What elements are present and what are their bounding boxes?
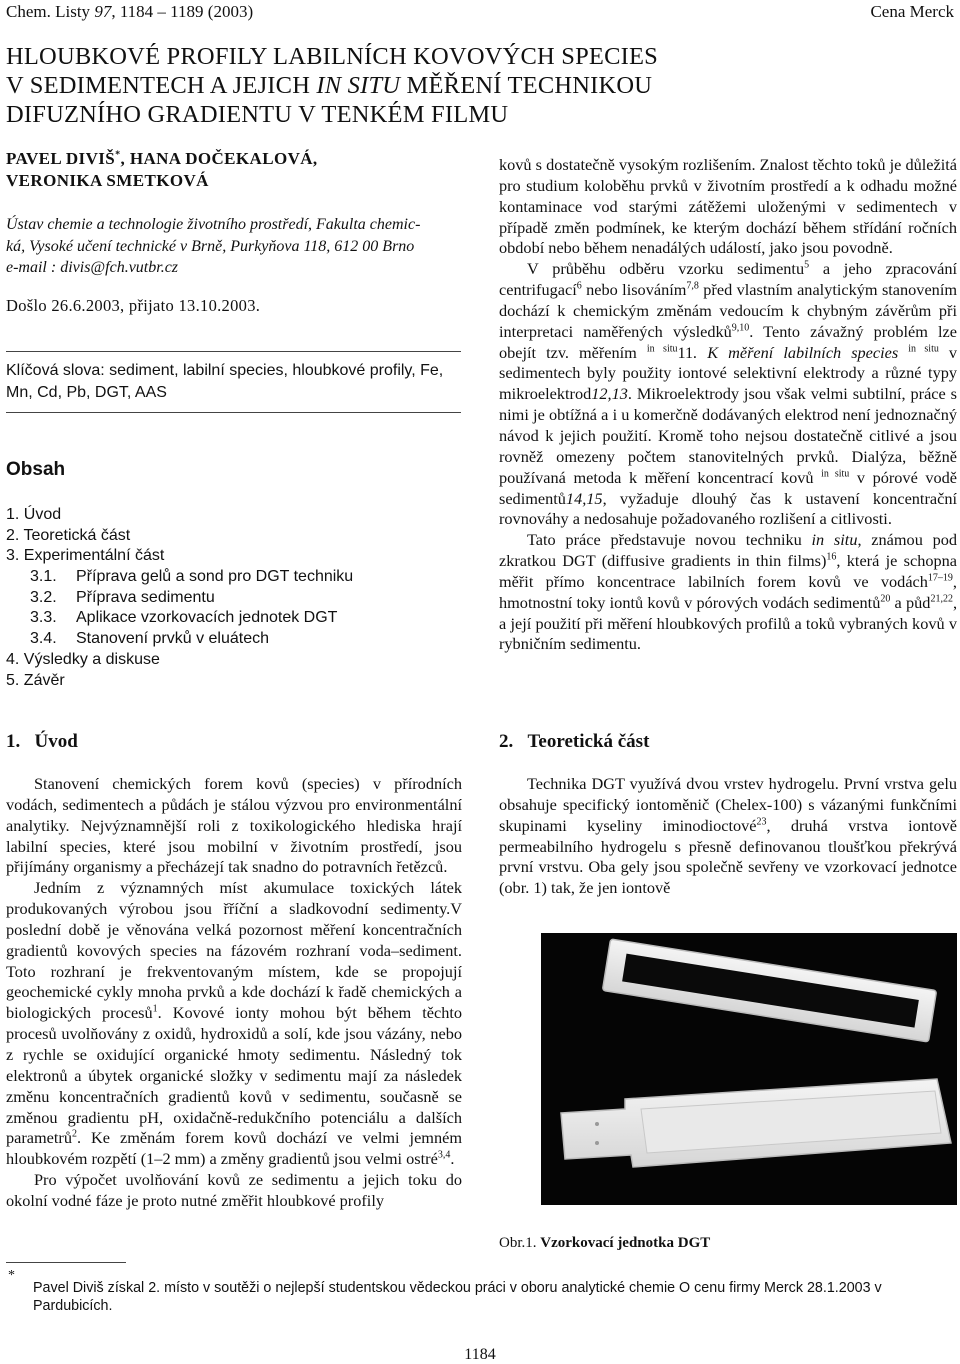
footnote-text: Pavel Diviš získal 2. místo v soutěži o nejlepší studentskou vědeckou práci v oboru analytické chemie O cenu firmy Merck 28.1.2003 v Pardubicích. (33, 1280, 882, 1314)
affiliation: Ústav chemie a technologie životního prostředí, Fakulta chemic- ká, Vysoké učení technické v Brně, Purkyňova 118, 612 00 Brno e-mail : divis@fch.vutbr.cz (6, 214, 461, 279)
section-body-uvod (6, 774, 462, 1212)
received-date: Došlo 26.6.2003, přijato 13.10.2003. (6, 296, 261, 315)
section-body-teoreticka-cast (499, 774, 957, 899)
email-address: e-mail : divis@fch.vutbr.cz (6, 259, 179, 276)
toc-item: 2. Teoretická část (6, 526, 131, 544)
page-number: 1184 (464, 1346, 496, 1363)
author-footnote-mark: * (115, 149, 121, 161)
paragraph: Tato práce představuje novou techniku in situ, známou pod zkratkou DGT (diffusive gradients in thin films)$^{16}$, která je schopna měřit přímo koncentrace labilních forem kovů ve vodách$^{17-19}$, hmotnostní toky iontů kovů v pórových vodách sedimentů$^{20}$ a půd$^{21,22}$, a její použití při měření hloubkových profilů a toků vybraných kovů v rybničním sedimentu. (499, 530, 958, 654)
dgt-sampling-unit-image (541, 933, 957, 1205)
section-heading-uvod: 1. Úvod (6, 731, 78, 752)
intro-right-column (499, 155, 957, 655)
author-divis: PAVEL DIVIŠ (6, 149, 116, 168)
running-header-award: Cena Merck (870, 2, 954, 21)
toc-item: 3. Experimentální část (6, 547, 165, 565)
section-heading-teoreticka-cast: 2. Teoretická část (499, 731, 650, 752)
author-smetkova: VERONIKA SMETKOVÁ (6, 171, 209, 190)
title-line-3: DIFUZNÍHO GRADIENTU V TENKÉM FILMU (6, 101, 509, 128)
table-of-contents (6, 505, 461, 691)
toc-item: 5. Závěr (6, 671, 65, 689)
running-header-citation (6, 2, 253, 22)
paragraph: Stanovení chemických forem kovů (species) v přírodních vodách, sedimentech a půdách je stálou výzvou pro environmentální analytiky. Nejvýznamnější roli z toxikologického hlediska hrají labilní species, které jsou mobilní v životním prostředí, jsou přijímány organismy a přecházejí tak snadno do potravních řetězců. (6, 774, 462, 877)
footnote-divider (6, 1262, 126, 1263)
title-line-1: HLOUBKOVÉ PROFILY LABILNÍCH KOVOVÝCH SPECIES (6, 43, 658, 70)
paragraph: Technika DGT využívá dvou vrstev hydrogelu. První vrstva gelu obsahuje specifický iontoměnič (Chelex-100) s vázanými funkčními skupinami kyseliny iminodioctové$^{23}$, druhá vrstva iontově permeabilního hydrogelu s přesně definovanou tloušťkou překrývá první vrstvu. Oba gely jsou společně sevřeny ve vzorkovací jednotce (obr. 1) tak, že jen iontově (499, 774, 957, 898)
toc-item: 3.3. Aplikace vzorkovacích jednotek DGT (30, 609, 338, 627)
paragraph: Jedním z významných míst akumulace toxických látek produkovaných výrobou jsou řříční a sladkovodní sedimenty.V poslední době je věnována velká pozornost měření koncentračních gradientů kovových species na fázovém rozhraní voda–sediment. Toto rozhraní je frekventovaným místem, kde se propojují geochemické cykly mnoha prvků a kde dochází k řadě chemických a biologických procesů$^1$. Kovové ionty mohou být během těchto procesů uvolňovány z oxidů, hydroxidů a solí, kde jsou vázány, nebo z rychle se oxidující organické hmoty sedimentu. Následný tok elektronů a úbytek organické složky v sedimentu mají za následek změnu koncentračních gradientů kovů v sedimentu, současně se změnou gradientu pH, oxidačně-redukčního potenciálu a dalších parametrů$^2$. Ke změnám forem kovů dochází ve velmi jemném hloubkovém rozpětí (1–2 mm) a změny gradientů jsou velmi ostré$^{3,4}$. (6, 878, 462, 1169)
journal-volume: 97 (94, 2, 112, 21)
paragraph: kovů s dostatečně vysokým rozlišením. Znalost těchto toků je důležitá pro studium koloběhu prvků v životním prostředí a k odhadu možné kontaminace vod starými zátěžemi uloženými v sedimentech v případě změn podmínek, ke kterým dochází během střídání ročních období nebo během nenadálých událostí, jako jsou povodně. (499, 155, 957, 258)
toc-item: 3.2. Příprava sedimentu (30, 588, 215, 606)
toc-item: 4. Výsledky a diskuse (6, 650, 160, 668)
title-line-2: V SEDIMENTECH A JEJICH IN SITU MĚŘENÍ TECHNIKOU (6, 72, 653, 99)
footnote-mark: * (8, 1268, 15, 1283)
divider (6, 412, 461, 413)
journal-pages: , 1184 – 1189 (2003) (111, 2, 254, 21)
paragraph: Pro výpočet uvolňování kovů ze sedimentu a jejich toku do okolní vodné fáze je proto nutné změřit hloubkové profily (6, 1170, 462, 1210)
article-title (6, 42, 806, 129)
keywords: Klíčová slova: sediment, labilní species, hloubkové profily, Fe, Mn, Cd, Pb, DGT, AAS (6, 362, 444, 401)
figure-caption: Obr.1. Vzorkovací jednotka DGT (499, 1235, 711, 1251)
paragraph: V průběhu odběru vzorku sedimentu$^5$ a jeho zpracování centrifugací$^6$ nebo lisováním$^{7,8}$ před vlastním analytickým stanovením dochází k chemickým změnám vedoucím k chybným závěrům při interpretaci naměřených výsledků$^{9,10}$. Tento závažný problém lze obejít tzv. měřením $^{in situ}$11. K měření labilních species $^{in situ}$ v sedimentech byly použity iontové selektivní elektrody a různé typy mikroelektrod12,13. Mikroelektrody jsou však velmi subtilní, práce s nimi je obtížná a i u komerčně dodávaných elektrod není jednoznačný návod k jejich použití. Kromě toho nejsou dostatečně citlivé a jsou rovněž omezeny počtem stanovitelných prvků. Dialýza, běžně používaná metoda k měření koncentrací kovů $^{in situ}$ v pórové vodě sedimentů14,15, vyžaduje dlouhý čas k ustavení koncentrační rovnováhy a nedosahuje požadovaného rozlišení a citlivosti. (499, 259, 958, 529)
journal-name: Chem. Listy (6, 2, 91, 21)
toc-heading: Obsah (6, 459, 66, 480)
figure-photo-dgt-unit (541, 933, 957, 1205)
toc-item: 3.4. Stanovení prvků v eluátech (30, 630, 270, 648)
toc-item: 3.1. Příprava gelů a sond pro DGT techniku (30, 568, 354, 586)
divider (6, 351, 461, 352)
toc-item: 1. Úvod (6, 506, 62, 523)
author-list: PAVEL DIVIŠ*, HANA DOČEKALOVÁ, VERONIKA SMETKOVÁ (6, 149, 318, 190)
